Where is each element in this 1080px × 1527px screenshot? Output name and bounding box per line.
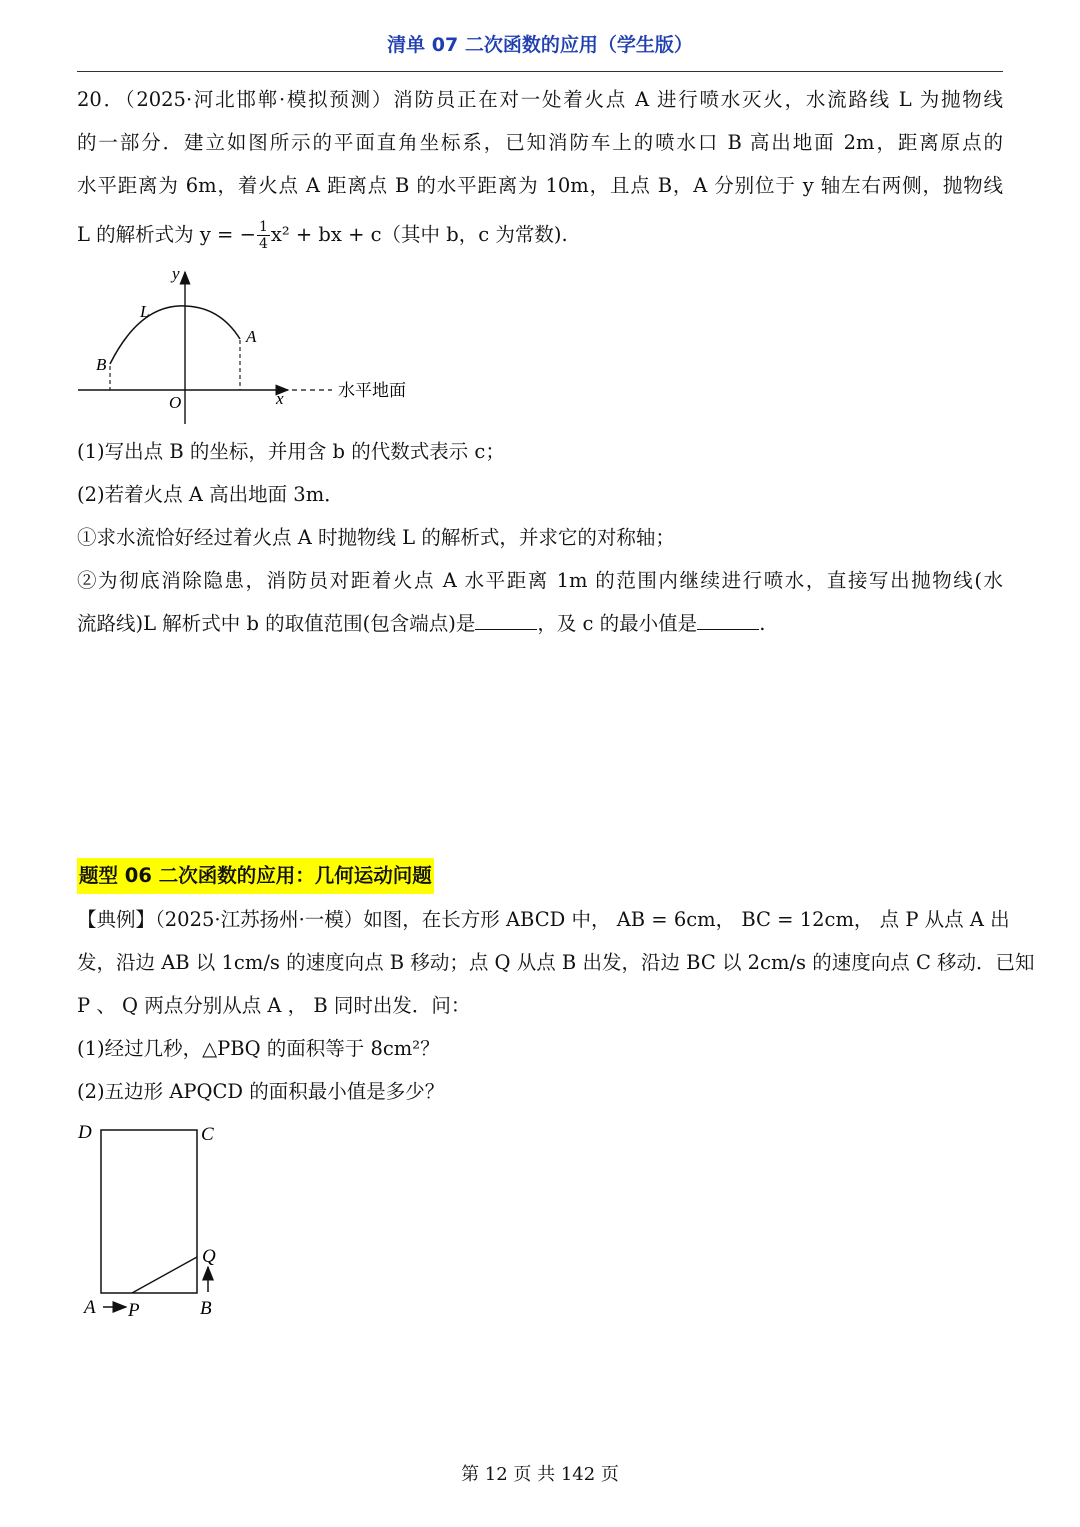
example-problem xyxy=(77,898,1035,1113)
example-line-3: P 、 Q 两点分别从点 A ， B 同时出发．问： xyxy=(77,994,471,1017)
parabola-figure xyxy=(70,262,430,432)
vertex-label-A: A xyxy=(84,1297,96,1318)
q20-line-3: 水平距离为 6m，着火点 A 距离点 B 的水平距离为 10m，且点 B，A 分别位于 y 轴左右两侧，抛物线 xyxy=(77,174,1003,197)
origin-label-O: O xyxy=(169,393,182,412)
example-part-1: (1)经过几秒，△PBQ 的面积等于 8cm²？ xyxy=(77,1037,440,1060)
q20-part-2-2-line-2 xyxy=(77,602,1003,645)
point-label-Q: Q xyxy=(202,1246,216,1267)
point-label-A: A xyxy=(246,327,257,346)
q20-line-2: 的一部分．建立如图所示的平面直角坐标系，已知消防车上的喷水口 B 高出地面 2m，距离原点的 xyxy=(77,131,1003,154)
point-label-P: P xyxy=(128,1300,140,1321)
q20-part-2-1: ①求水流恰好经过着火点 A 时抛物线 L 的解析式，并求它的对称轴； xyxy=(77,526,675,549)
curve-label-L: L xyxy=(140,302,150,321)
q20-part-2-2-text-b: ，及 c 的最小值是 xyxy=(537,612,698,635)
question-20 xyxy=(77,78,1003,263)
fraction-numerator: 1 xyxy=(258,219,268,235)
formula-suffix: x² + bx + c（其中 b，c 为常数). xyxy=(270,223,568,246)
parabola-curve-L xyxy=(110,306,240,364)
question-20-parts xyxy=(77,430,1003,645)
vertex-label-D: D xyxy=(78,1122,92,1143)
y-axis-label: y xyxy=(172,264,180,283)
ground-label: 水平地面 xyxy=(338,381,406,401)
fraction-denominator: 4 xyxy=(258,236,268,252)
segment-pq xyxy=(132,1257,197,1293)
vertex-label-C: C xyxy=(201,1124,214,1145)
q20-part-2-2-line-1: ②为彻底消除隐患，消防员对距着火点 A 水平距离 1m 的范围内继续进行喷水，直接写出抛物线(水 xyxy=(77,569,1003,592)
example-line-1: 【典例】（2025·江苏扬州·一模）如图，在长方形 ABCD 中， AB = 6cm， BC = 12cm， 点 P 从点 A 出 xyxy=(77,908,1010,931)
x-axis-label: x xyxy=(276,389,284,408)
q20-part-2-2-text-c: . xyxy=(759,612,766,635)
page-footer: 第 12 页 共 142 页 xyxy=(461,1464,619,1485)
answer-blank-c-min xyxy=(697,611,759,630)
q20-line-4 xyxy=(77,207,1003,263)
point-label-B: B xyxy=(96,355,107,374)
page-header-title: 清单 07 二次函数的应用（学生版） xyxy=(387,34,693,56)
rectangle-figure xyxy=(70,1116,240,1326)
example-part-2: (2)五边形 APQCD 的面积最小值是多少？ xyxy=(77,1080,445,1103)
q20-part-2-2-text-a: 流路线)L 解析式中 b 的取值范围(包含端点)是 xyxy=(77,612,476,635)
answer-blank-b-range xyxy=(475,611,537,630)
formula-prefix: L 的解析式为 y = − xyxy=(77,223,256,246)
section-heading: 题型 06 二次函数的应用：几何运动问题 xyxy=(77,858,434,894)
example-line-2: 发，沿边 AB 以 1cm/s 的速度向点 B 移动；点 Q 从点 B 出发，沿边 BC 以 2cm/s 的速度向点 C 移动．已知 xyxy=(77,951,1035,974)
fraction-one-quarter xyxy=(257,219,270,252)
q20-line-1: 20．（2025·河北邯郸·模拟预测）消防员正在对一处着火点 A 进行喷水灭火，水流路线 L 为抛物线 xyxy=(77,88,1003,111)
q20-part-1: (1)写出点 B 的坐标，并用含 b 的代数式表示 c； xyxy=(77,440,505,463)
rectangle-abcd xyxy=(101,1130,197,1293)
vertex-label-B: B xyxy=(200,1298,212,1319)
header-divider xyxy=(77,71,1003,72)
q20-part-2: (2)若着火点 A 高出地面 3m． xyxy=(77,483,344,506)
